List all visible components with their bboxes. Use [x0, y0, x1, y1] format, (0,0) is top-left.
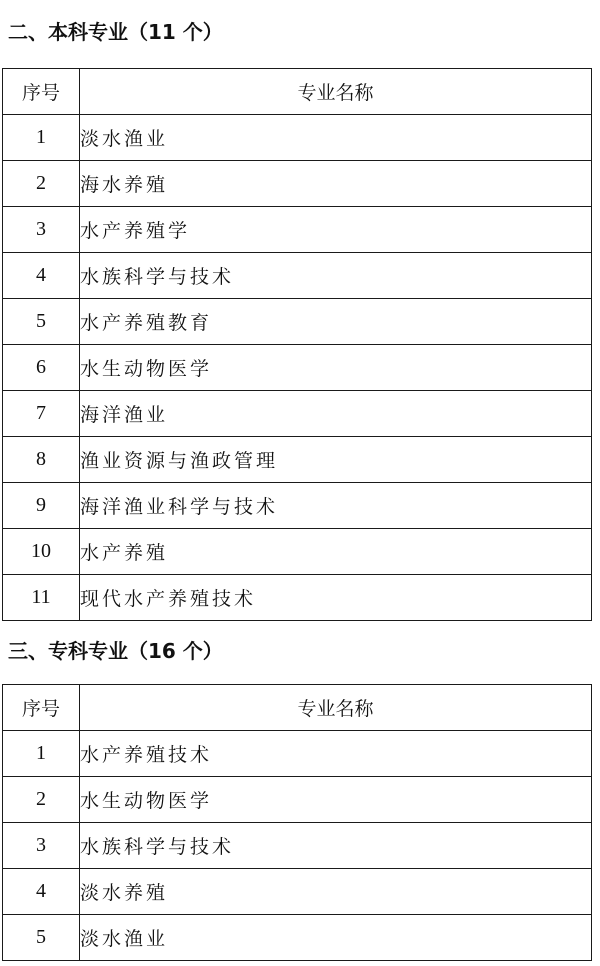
section-title-undergraduate: 二、本科专业（11 个）	[8, 20, 223, 44]
row-number: 8	[3, 437, 80, 483]
table-row	[3, 731, 592, 777]
table-row	[3, 483, 592, 529]
table-row	[3, 161, 592, 207]
major-name: 海水养殖	[80, 161, 592, 207]
row-number: 4	[3, 869, 80, 915]
major-name: 淡水养殖	[80, 869, 592, 915]
major-name: 渔业资源与渔政管理	[80, 437, 592, 483]
table-row	[3, 437, 592, 483]
major-name: 水生动物医学	[80, 345, 592, 391]
column-header-number: 序号	[3, 685, 80, 731]
major-name: 海洋渔业	[80, 391, 592, 437]
major-name: 水族科学与技术	[80, 253, 592, 299]
column-header-number: 序号	[3, 69, 80, 115]
row-number: 10	[3, 529, 80, 575]
major-name: 水产养殖技术	[80, 731, 592, 777]
section-title-junior-college: 三、专科专业（16 个）	[8, 639, 223, 663]
table-body	[3, 115, 592, 621]
table-row	[3, 915, 592, 961]
row-number: 1	[3, 115, 80, 161]
column-header-major-name: 专业名称	[80, 685, 592, 731]
row-number: 4	[3, 253, 80, 299]
row-number: 5	[3, 299, 80, 345]
undergraduate-majors-table	[2, 68, 592, 621]
table-row	[3, 777, 592, 823]
table-row	[3, 575, 592, 621]
major-name: 海洋渔业科学与技术	[80, 483, 592, 529]
major-name: 淡水渔业	[80, 115, 592, 161]
table-row	[3, 207, 592, 253]
junior-college-majors-table	[2, 684, 592, 961]
table-header-row	[3, 69, 592, 115]
major-name: 水产养殖教育	[80, 299, 592, 345]
table-row	[3, 823, 592, 869]
row-number: 7	[3, 391, 80, 437]
table-row	[3, 529, 592, 575]
table-row	[3, 115, 592, 161]
row-number: 11	[3, 575, 80, 621]
major-name: 水生动物医学	[80, 777, 592, 823]
major-name: 水产养殖	[80, 529, 592, 575]
table-row	[3, 253, 592, 299]
row-number: 3	[3, 823, 80, 869]
major-name: 水产养殖学	[80, 207, 592, 253]
table-row	[3, 345, 592, 391]
table-row	[3, 869, 592, 915]
row-number: 2	[3, 161, 80, 207]
table-body	[3, 731, 592, 961]
row-number: 3	[3, 207, 80, 253]
column-header-major-name: 专业名称	[80, 69, 592, 115]
row-number: 9	[3, 483, 80, 529]
table-row	[3, 299, 592, 345]
row-number: 6	[3, 345, 80, 391]
row-number: 2	[3, 777, 80, 823]
major-name: 淡水渔业	[80, 915, 592, 961]
table-row	[3, 391, 592, 437]
row-number: 1	[3, 731, 80, 777]
row-number: 5	[3, 915, 80, 961]
table-header-row	[3, 685, 592, 731]
major-name: 现代水产养殖技术	[80, 575, 592, 621]
major-name: 水族科学与技术	[80, 823, 592, 869]
